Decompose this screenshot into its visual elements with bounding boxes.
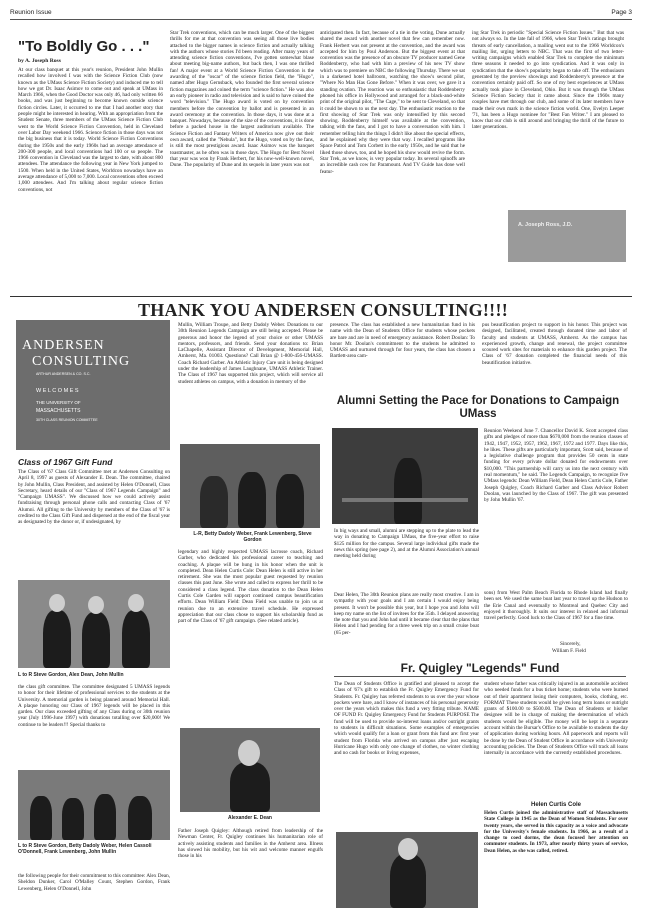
person-figure xyxy=(128,796,152,840)
helen-cole-title: Helen Curtis Cole xyxy=(530,802,581,808)
letter-closing: Sincerely, xyxy=(560,641,581,647)
person-face xyxy=(88,596,104,614)
photo-father-quigley xyxy=(336,832,478,908)
andersen-logo-line1: ANDERSEN xyxy=(22,338,105,353)
andersen-col4: pus beautification project to support in his honor. This project was designed, facilitated, created through donated time and labor of faculty and students at UMASS, Amherst. As the campus has experienced growth, change and renewal, the project committee scoured work sites for materials to enhance this garden project. The Class of '67 donation completed the financial needs of this beautification initiative. xyxy=(482,322,627,366)
letter-signature: William F. Field xyxy=(552,648,586,654)
gift-fund-title: Class of 1967 Gift Fund xyxy=(18,457,113,467)
andersen-welcome-sign xyxy=(16,320,170,450)
person-figure xyxy=(94,794,116,840)
photo-alexander-dean xyxy=(180,728,320,812)
boldly-col1: At our class banquet at this year's reunion, President John Mullin recalled how involved I was with the Science Fiction Club (now known as the UMass Science Fiction Society) and induced me to tell how we got Dr. Isaac Asimov to come out and speak at UMass in March 1966, when the Good Doctor was only 46, had only written 66 books, and was just beginning to become known outside science fiction circles. Later, it occurred to me that I had another story that people might be interested in hearing. With an appropriation from the Student Senate, three members of the UMass Science Fiction Club went to the World Science Fiction Convention, held in Cleveland over Labor Day weekend 1966. Science fiction in those days was not the big business that it is today. World Science Fiction Conventions during the 1950s and the early 1960s had an average attendance of 200-300 people, and local conventions had 100 or so people. The 1966 convention in Cleveland was the largest to date, with about 800 attendees. The attendance the following year in New York jumped to 1500. When held in the United States, Worldcon nowadays have an average attendance of 5,000 to 7,000. Local conventions often exceed 1,000 attendees. And I'm talking about regular science fiction conventions, not xyxy=(18,67,163,193)
andersen-col3: presence. The class has established a new humanitarian fund in his name with the Dean of Students Office for students whose pockets are bare and are in need of emergency assistance. Robert Doolan: To honor Mr. Doolan's commitment to the students he admitted to UMASS and nurtured through for four years, the class has chosen a Bartlett-area cam- xyxy=(330,322,475,360)
person-figure xyxy=(276,474,304,528)
person-figure xyxy=(230,762,270,812)
photo-reunion-event xyxy=(332,428,478,524)
person-face xyxy=(238,740,260,766)
caption-photo1: L to R Steve Gordon, Alex Dean, John Mullin xyxy=(18,672,124,678)
page-number: Page 3 xyxy=(611,9,632,16)
article-title-boldly-go: "To Boldly Go . . ." xyxy=(18,38,150,55)
university-line1: THE UNIVERSITY OF xyxy=(36,400,81,405)
author-card-name: A. Joseph Ross, J.D. xyxy=(518,222,573,228)
gift-fund-text: The Class of '67 Class Gift Committee met at Andersen Consulting on April 8, 1997 as guests of Alexander E. Dean. The committee, chaired by John Mullin, Class President, and assisted by Helen O'Donnell, Class Secretary, heard details of our "Class of 1967 Legends Campaign" and "Campaign UMASS". We discussed how we could actively assist fundraising through personal phone calls and contacting Class of '67 Alumni. All gifting to the University by members of the Class of '67 is credited to the Class Gift Fund and dispersed at the end of the fiscal year as designated by the donor or, if undesignated, by xyxy=(18,469,170,526)
person-figure xyxy=(390,854,426,908)
university-line2: MASSACHUSETTS xyxy=(36,408,81,414)
author-card-image xyxy=(508,210,626,262)
quigley-right-text: student whose father was critically injured in an automobile accident who needed funds for a bus ticket home; students who were burned out of their apartment losing their computers, books, clothing, etc. FORMAT These students would be given long term loans or outright grants of $100.00 to $500.00. The Dean of Students or his/her designee will be in charge of making the determination of which students would be eligible. The money will be kept in a separate account within the Bursar's Office to be available to students the day of application during working hours. All paperwork and reports will be done by the Dean of Student Office in accordance with University accounting policies. The Dean of Students Office will track all loans internally in accordance with the currently established procedures. xyxy=(484,681,628,757)
andersen-logo-line2: CONSULTING xyxy=(32,354,131,369)
photo-gordon-dean-mullin xyxy=(18,580,170,668)
gift-fund-text2: the class gift committee. The committee designated 5 UMASS legends to honor for their lifetime of professional services to the students at the University. A memorial garden is being planned around Memorial Hall. A plaque honoring our Class of 1967 legends will be placed in this garden. Our class exceeded gifting of any Class during or 30th reunion year (July 1996-June 1997) with donations totalling over $20,000! We continue to be leaders!!! Special thanks to xyxy=(18,684,170,728)
person-figure xyxy=(200,476,228,528)
caption-photo2: L to R Steve Gordon, Betty Dadoly Weber, Helen Cassoli O'Donnell, Frank Lewenberg, John Mullin xyxy=(18,843,152,855)
quigley-text: The Dean of Students Office is gratified and pleased to accept the Class of '67's gift to establish the Fr. Quigley Emergency Fund for Students. Fr. Quigley has referred students to us over the year whose pockets were bare, and I know of instances of his personal generosity over the years which makes this fund a very fitting tribute. NAME OF FUND Fr. Quigley Emergency Fund for Students PURPOSE The fund will be used to provide no-interest loans and/or outright grants to students in difficult situations. Some examples of emergencies which would qualify for a loan or grant from this fund are: first year student from Florida who arrived on campus after just escaping Hurricane Hugo with only one change of clothes, no winter clothing and no cash for books or living expenses, xyxy=(334,681,479,757)
person-figure xyxy=(122,610,150,668)
caption-photo4: Alexander E. Dean xyxy=(228,815,272,821)
banner-strip xyxy=(342,498,468,502)
issue-label: Reunion Issue xyxy=(10,9,52,16)
boldly-col4: ing Star Trek in periodic "Special Science Fiction Issues." But that was not always so. In the late fall of 1966, when Star Trek's ratings brought threats of early cancellation, a mailing went out to the 1966 Worldcon's mailing list, urging letters to NBC. That was the first of two letter-writing campaigns which enabled Star Trek to complete the minimum three seasons it needed to go into syndication. And it was only in syndication that the show's popularity began to take off. The enthusiasm generated by the preview showings and Roddenberry's presence at the convention certainly paid off. So one of my best experiences at UMass actually took place in Cleveland, Ohio. But it was through the UMass Science Fiction Society that it came about. Since the 1960s many couples have met through our club, and some of its later members have made their own mark in the science fiction world. One, Evelyn Leeper '71, has been a Hugo nominee for "Best Fan Writer." I am pleased to know that our club is still around and bringing the thrill of the future to later generations. xyxy=(472,30,624,131)
field-letter-right: sons) from West Palm Beach Florida to Rhode Island had finally been set. We used the same boat last year to travel up the Hudson to the Erie Canal and eventually to Montreal and Quebec City and enjoyed it thoroughly. It suits our interest in relaxed and informal travel perfectly. Good luck to the Class of 1967 for a fine time. xyxy=(484,590,628,622)
person-face xyxy=(49,594,65,612)
quigley-title: Fr. Quigley "Legends" Fund xyxy=(400,661,560,675)
person-figure xyxy=(82,612,110,668)
person-figure xyxy=(238,472,266,528)
header-rule xyxy=(10,19,632,20)
andersen-col2: Mullin, William Troupe, and Betty Dadoly Weber. Donations to our 30th Reunion Legends Campaign are still being accepted. Please be generous and honor the legend of your choice or other UMASS mentors, professors, and friends. Send your donations to: Brian LaChapelle, Assistant Director of Development, Memorial Hall, Amherst, Ma. 01003. Questions? Call Brian @ 1-800-456-UMASS. Coach Richard Garber. An Athletic Injury Care unit is being designed under the leadership of James Laughnane, UMASS Athletic Trainer. The Class of 1967 has supported this project, which will service all student athletes on campus, with a donation in memory of the xyxy=(178,322,323,385)
person-face xyxy=(398,838,418,860)
person-figure xyxy=(394,458,422,524)
alumni-bottom-text: In big ways and small, alumni are stepping up to the plate to lead the way in donating to Campaign UMass, the five-year effort to raise $125 million for the campus. Several large individual gifts made the news this spring (see page 2), and at the Alumni Association's annual meeting held during xyxy=(334,528,479,560)
boldly-col2: Star Trek conventions, which can be much larger. One of the biggest thrills for me at that convention was seeing all those live bodies attached to the bigger names in science fiction and actually talking with the authors whose stories I'd been reading. After many years of attending science fiction conventions, I've gotten somewhat blase about meeting big-name authors, but back then, I was one thrilled fan! A major event at a World Science Fiction Convention is the awarding of the "oscar" of the science fiction field, the "Hugo", named after Hugo Gernsback, who founded the first several science fiction magazines and coined the term "science fiction." He was also an early pioneer in radio and television and is said to have coined the word "television." The Hugo award is voted on by convention members before the convention by ballot and is presented in an award ceremony at the convention. In those days, it was done at a banquet. Nowadays, because of the size of the conventions, it is done before a packed house in the largest auditorium available. The Science Fiction and Fantasy Writers of America now give out their own award, called the "Nebula", but the Hugo, voted on by the fans, is still the most prestigious award. Isaac Asimov was the banquet toastmaster, as he often was in those days. The Hugo for Best Novel that year was won by Frank Herbert, for his now-well-known novel, Dune. The popularity of Dune and its sequels in later years was not xyxy=(170,30,314,169)
welcomes-text: W E L C O M E S xyxy=(36,388,79,394)
person-figure xyxy=(62,798,84,840)
university-line3: 30TH CLASS REUNION COMMITTEE xyxy=(36,418,98,422)
person-figure xyxy=(43,610,71,668)
person-figure xyxy=(30,796,52,840)
field-letter-text: Dear Helen, The 30th Reunion plans are really most creative. I am in sympathy with your goals and I am certain I would enjoy being present. It won't be possible this year, but I hope you and John will keep my name on the list of invitees for the 35th. I delayed answering the note that you and John had until it became clear that the plans that Helen and I had pending for a three week trip on a small cruise boat (65 per- xyxy=(334,592,479,636)
legends-text: legendary and highly respected UMASS lacrosse coach, Richard Garber, who dedicated his professional career to teaching and coaching. A plaque will be hung in his honor when the unit is completed. Dean Helen Curtis Cole: Dean Helen is still active in her retirement. She was the most popular guest requested by reunion classes this past June. She wrote and called to express her thrill to be considered a class legend. The class donation to the Dean Helen Curtis Cole Garden will support continued campus beautification efforts. Dean William Field: Dean Field was unable to join us at reunion due to an extensive travel schedule. He expressed appreciation that our class chose to support his scholarship fund as part of the Class of '67 gift campaign. (See related article). xyxy=(178,549,323,625)
caption-photo3: L-R, Betty Dadoly Weber, Frank Lewenberg, Steve Gordon xyxy=(193,531,312,543)
byline: by A. Joseph Ross xyxy=(18,58,61,64)
father-quigley-text: Father Joseph Quigley: Although retired from leadership of the Newman Center, Fr. Quigley continues his humanitarian role of actively assisting students and families in the Amherst area. Illness has slowed his mobility, but his wit and welcome manner engulfs those in his xyxy=(178,828,323,860)
banner-top-rule xyxy=(10,296,632,297)
person-face xyxy=(128,594,144,612)
boldly-col3: anticipated then. In fact, because of a tie in the voting, Dune actually shared the award with another novel that few can remember now. Frank Herbert was not present at the convention, and the award was accepted for him by Poul Anderson. But the biggest event at that convention was the presence of an obscure TV producer named Gene Roddenberry, who had with him a preview of his new TV show which was to premiere on NBC the following Thursday. There we sat in a darkened hotel ballroom, watching the show's second pilot, "Where No Man Has Gone Before." When it was over, we gave it a standing ovation. The reaction was so enthusiastic that Roddenberry phoned his office in Hollywood and arranged for a black-and-white print of the original pilot, "The Cage," to be sent to Cleveland, so that it could be shown to us the next day. The enthusiastic reaction to the first showing of Star Trek was only intensified by this second showing. Roddenberry himself was available at the convention, talking with the fans, and I got to have a conversation with him. I remember telling him the things I didn't like about the special effects, and he explained why they were that way. I recalled programs like Space Patrol and Tom Corbett in the early 1950s, and he said that he liked those shows, too, and he hoped his show would revive the form. Star Trek, as we know, is very popular today. Its several spinoffs are an incredible cash cow for Paramount. And TV Guide has done well featur- xyxy=(320,30,465,175)
helen-cole-text: Helen Curtis joined the administrative staff of Massachusetts State College in 1945 as the Dean of Women Students. For over twenty years, she served in this capacity as a voice and advocate for the University's female students. In 1966, as a result of a change to coed dorms, the dean focused her attention on commuter students. In 1973, after nearly thirty years of service, Dean Helen, as she was called, retired. xyxy=(484,810,628,854)
alumni-title: Alumni Setting the Pace for Donations to Campaign UMass xyxy=(336,395,620,420)
thank-you-banner: THANK YOU ANDERSEN CONSULTING!!!! xyxy=(137,300,509,320)
andersen-logo-line3: ARTHUR ANDERSEN & CO. S.C. xyxy=(36,372,91,376)
quigley-rule xyxy=(334,676,626,677)
photo-committee-group xyxy=(18,770,170,840)
alumni-right-text: Reunion Weekend June 7. Chancellor David K. Scott accepted class gifts and pledges of more than $670,000 from the reunion classes of 1942, 1947, 1952, 1957, 1962, 1967, 1972 and 1977. Days like this, he likes. These gifts are particularly important, Scott said, because of a legislative challenge program that provides 50 cents in state funding for every private dollar donated for endowments over $10,000. "This partnership will carry us into the next century with real momentum," he said. The Legends Campaign, to recognize five UMass legends: Dean William Field, Dean Helen Curtis Cole, Father Joseph Quigley, Coach Richard Garber and Class Advisor Robert Doolan, was launched by the Class of 1967. The gift was presented by John Mullin '67. xyxy=(484,428,628,504)
photo-weber-lewenberg-gordon xyxy=(180,444,320,528)
gift-fund-text3: the following people for their commitment to this committee: Alex Dean, Sheldon Dunker, Carol O'Malley Count, Stephen Gordon, Frank Lewenberg, Helen O'Donnell, John xyxy=(18,873,170,892)
